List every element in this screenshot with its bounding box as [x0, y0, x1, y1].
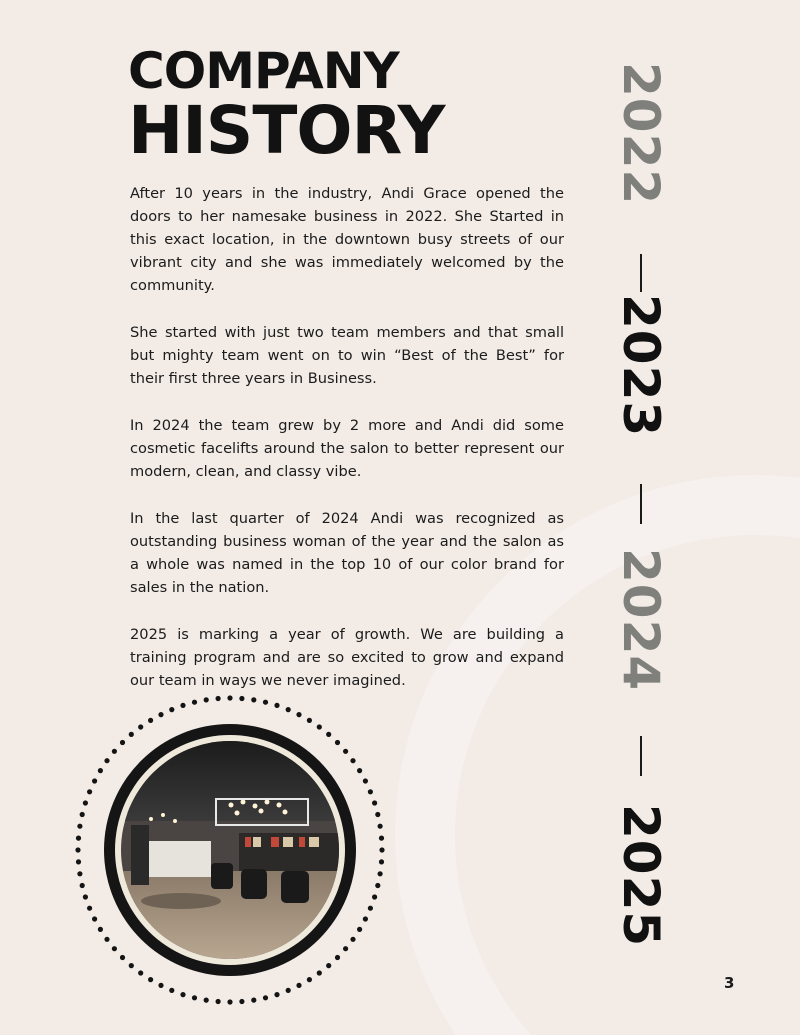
border-dot [204, 697, 209, 702]
border-dot [286, 988, 291, 993]
border-dot [379, 847, 384, 852]
border-dot [307, 718, 312, 723]
paragraph-2: She started with just two team members and that small but mighty team went on to win “Best of the Best” for their first three years in Business. [130, 324, 564, 387]
timeline-dash-2 [640, 484, 642, 524]
border-dot [227, 999, 232, 1004]
title-line-1: COMPANY [128, 42, 399, 100]
border-dot [180, 703, 185, 708]
border-dot [112, 749, 117, 754]
paragraph-3: In 2024 the team grew by 2 more and Andi did some cosmetic facelifts around the salon to better represent our modern, clean, and classy vibe. [130, 417, 564, 480]
year-timeline [614, 62, 668, 962]
border-dot [239, 696, 244, 701]
border-dot [363, 916, 368, 921]
border-dot [98, 768, 103, 773]
border-dot [375, 812, 380, 817]
border-dot [372, 800, 377, 805]
border-dot [80, 812, 85, 817]
border-dot [83, 800, 88, 805]
border-dot [326, 963, 331, 968]
border-dot [158, 983, 163, 988]
border-dot [317, 970, 322, 975]
border-dot [368, 906, 373, 911]
border-dot [76, 836, 81, 841]
border-dot [375, 883, 380, 888]
paragraph-1: After 10 years in the industry, Andi Grace opened the doors to her namesake business in 2022. She Started in this exact location, in the downtown busy streets of our vibrant city and she was immediately welcomed by the community. [130, 185, 564, 294]
border-dot [379, 836, 384, 841]
border-dot [378, 824, 383, 829]
timeline-dash-3 [640, 736, 642, 776]
border-dot [286, 707, 291, 712]
border-dot [296, 712, 301, 717]
paragraph-5: 2025 is marking a year of growth. We are building a training program and are so excited to grow and expand our team in ways we never imagined. [130, 626, 564, 689]
border-dot [357, 768, 362, 773]
border-dot [138, 724, 143, 729]
border-dot [343, 749, 348, 754]
border-dot [104, 937, 109, 942]
border-dot [129, 963, 134, 968]
border-dot [227, 695, 232, 700]
salon-photo-frame [70, 690, 390, 1010]
border-dot [76, 859, 81, 864]
border-dot [379, 859, 384, 864]
border-dot [296, 983, 301, 988]
year-2023: 2023 [612, 294, 670, 438]
border-dot [357, 927, 362, 932]
border-dot [87, 906, 92, 911]
border-dot [180, 992, 185, 997]
border-dot [169, 707, 174, 712]
history-text [130, 182, 564, 716]
border-dot [239, 999, 244, 1004]
border-dot [363, 778, 368, 783]
border-dot [204, 998, 209, 1003]
border-dot [120, 955, 125, 960]
border-dot [307, 977, 312, 982]
page-title [128, 42, 445, 169]
salon-interior-photo [121, 741, 339, 959]
border-dot [83, 894, 88, 899]
border-dot [263, 700, 268, 705]
border-dot [92, 778, 97, 783]
border-dot [251, 697, 256, 702]
border-dot [98, 927, 103, 932]
border-dot [169, 988, 174, 993]
border-dot [80, 883, 85, 888]
page-number: 3 [724, 974, 735, 992]
border-dot [158, 712, 163, 717]
year-2024: 2024 [612, 548, 670, 692]
border-dot [378, 871, 383, 876]
border-dot [274, 703, 279, 708]
border-dot [77, 824, 82, 829]
border-dot [343, 946, 348, 951]
border-dot [75, 847, 80, 852]
border-dot [104, 758, 109, 763]
border-dot [87, 789, 92, 794]
border-dot [372, 894, 377, 899]
border-dot [350, 937, 355, 942]
year-2022: 2022 [612, 62, 670, 206]
border-dot [216, 999, 221, 1004]
title-line-2: HISTORY [128, 92, 445, 169]
border-dot [335, 955, 340, 960]
border-dot [148, 977, 153, 982]
timeline-dash-1 [640, 254, 642, 292]
paragraph-4: In the last quarter of 2024 Andi was recognized as outstanding business woman of the year and the salon as a whole was named in the top 10 of our color brand for sales in the nation. [130, 510, 564, 596]
border-dot [192, 995, 197, 1000]
border-dot [326, 732, 331, 737]
border-dot [148, 718, 153, 723]
year-2025: 2025 [612, 804, 670, 948]
border-dot [335, 740, 340, 745]
border-dot [120, 740, 125, 745]
border-dot [263, 995, 268, 1000]
border-dot [138, 970, 143, 975]
border-dot [92, 916, 97, 921]
border-dot [129, 732, 134, 737]
border-dot [216, 696, 221, 701]
border-dot [112, 946, 117, 951]
border-dot [317, 724, 322, 729]
border-dot [192, 700, 197, 705]
border-dot [350, 758, 355, 763]
border-dot [77, 871, 82, 876]
border-dot [368, 789, 373, 794]
border-dot [274, 992, 279, 997]
border-dot [251, 998, 256, 1003]
